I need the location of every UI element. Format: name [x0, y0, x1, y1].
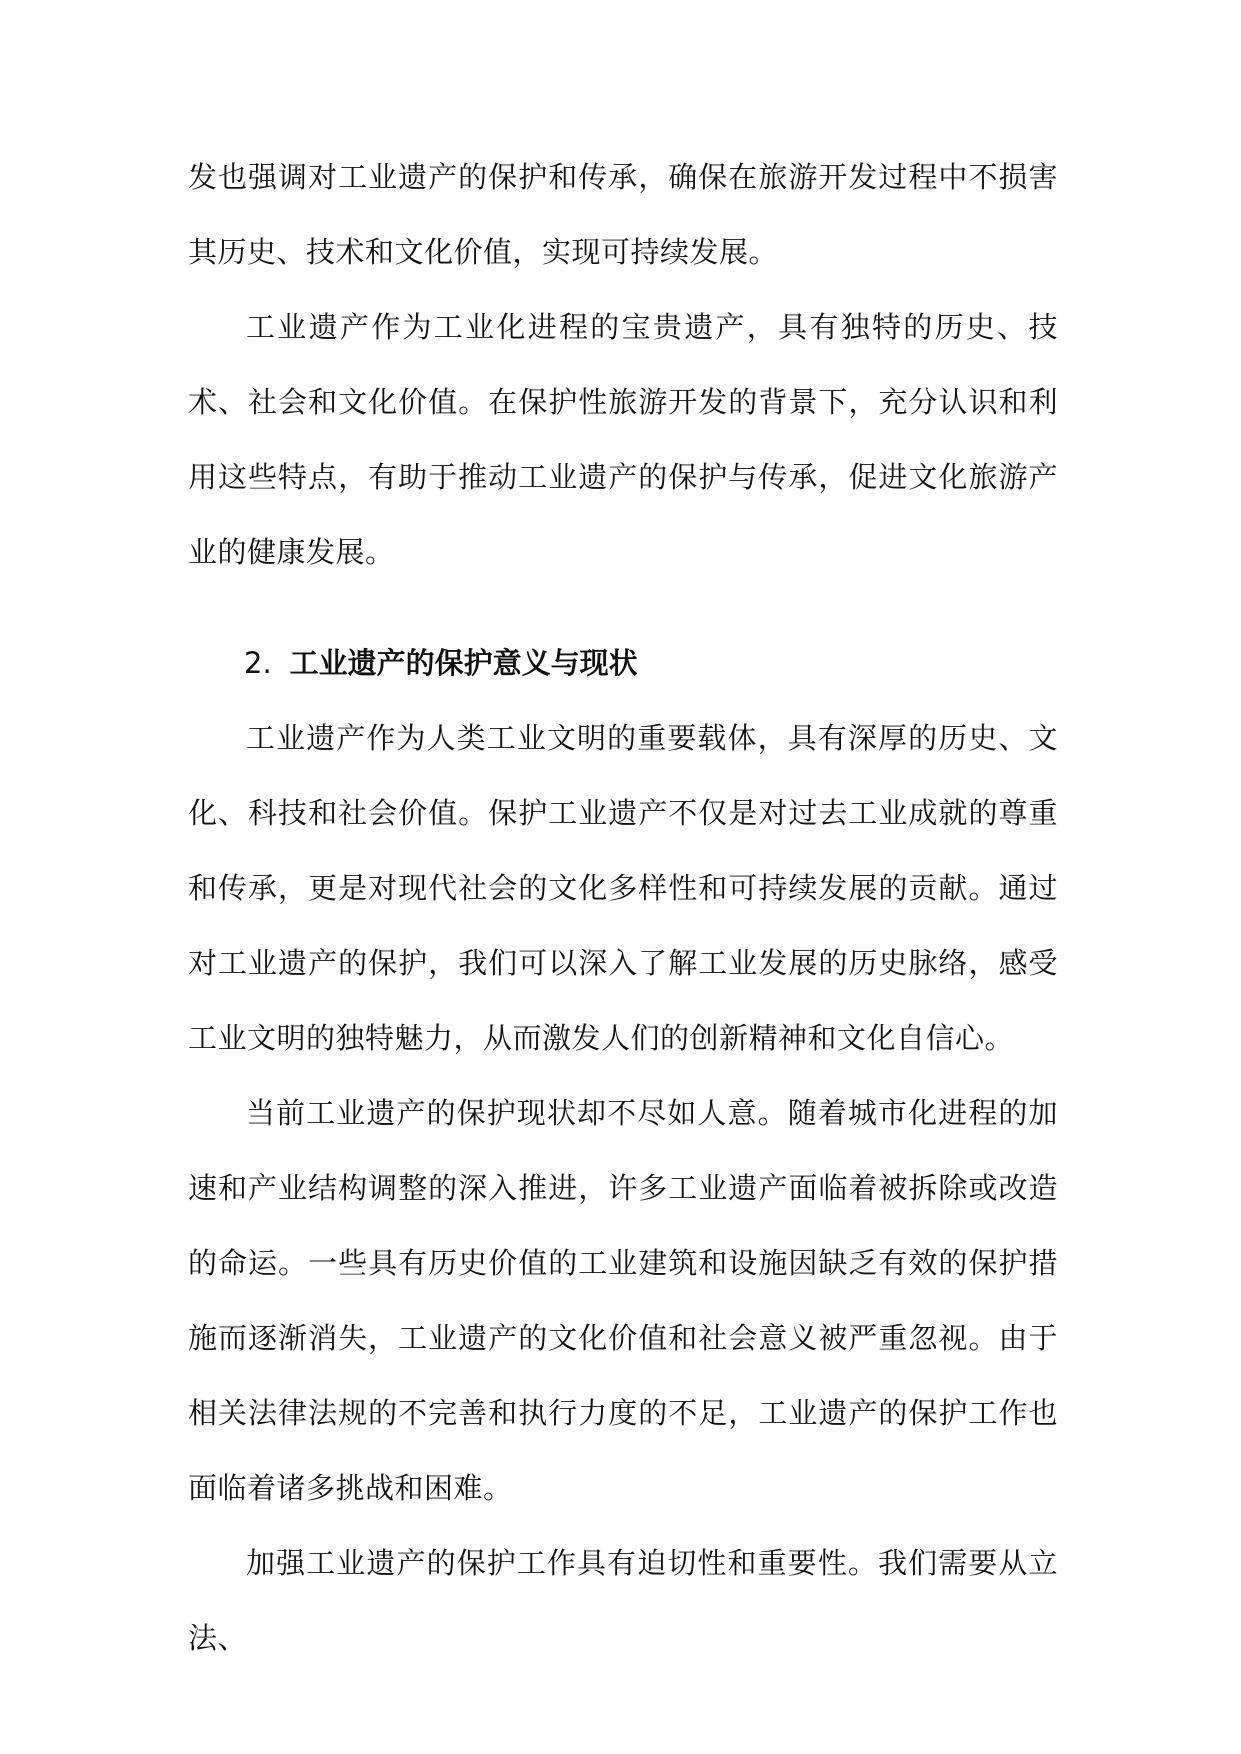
paragraph-heritage-characteristics: 工业遗产作为工业化进程的宝贵遗产，具有独特的历史、技术、社会和文化价值。在保护性旅游开发的背景下，充分认识和利用这些特点，有助于推动工业遗产的保护与传承，促进文化旅游产业的健康发展。	[188, 310, 1058, 569]
section-heading	[188, 626, 1058, 701]
paragraph-protection-significance: 工业遗产作为人类工业文明的重要载体，具有深厚的历史、文化、科技和社会价值。保护工业遗产不仅是对过去工业成就的尊重和传承，更是对现代社会的文化多样性和可持续发展的贡献。通过对工业遗产的保护，我们可以深入了解工业发展的历史脉络，感受工业文明的独特魅力，从而激发人们的创新精神和文化自信心。	[188, 721, 1058, 1055]
paragraph-continuation: 发也强调对工业遗产的保护和传承，确保在旅游开发过程中不损害其历史、技术和文化价值，实现可持续发展。	[188, 160, 1058, 269]
paragraph-protection-status: 当前工业遗产的保护现状却不尽如人意。随着城市化进程的加速和产业结构调整的深入推进，许多工业遗产面临着被拆除或改造的命运。一些具有历史价值的工业建筑和设施因缺乏有效的保护措施而逐渐消失，工业遗产的文化价值和社会意义被严重忽视。由于相关法律法规的不完善和执行力度的不足，工业遗产的保护工作也面临着诸多挑战和困难。	[188, 1096, 1058, 1505]
paragraph-strengthen-protection: 加强工业遗产的保护工作具有迫切性和重要性。我们需要从立法、	[188, 1546, 1058, 1655]
document-body	[188, 140, 1058, 1676]
section-number: 2.	[244, 646, 272, 680]
section-title: 工业遗产的保护意义与现状	[289, 646, 638, 680]
